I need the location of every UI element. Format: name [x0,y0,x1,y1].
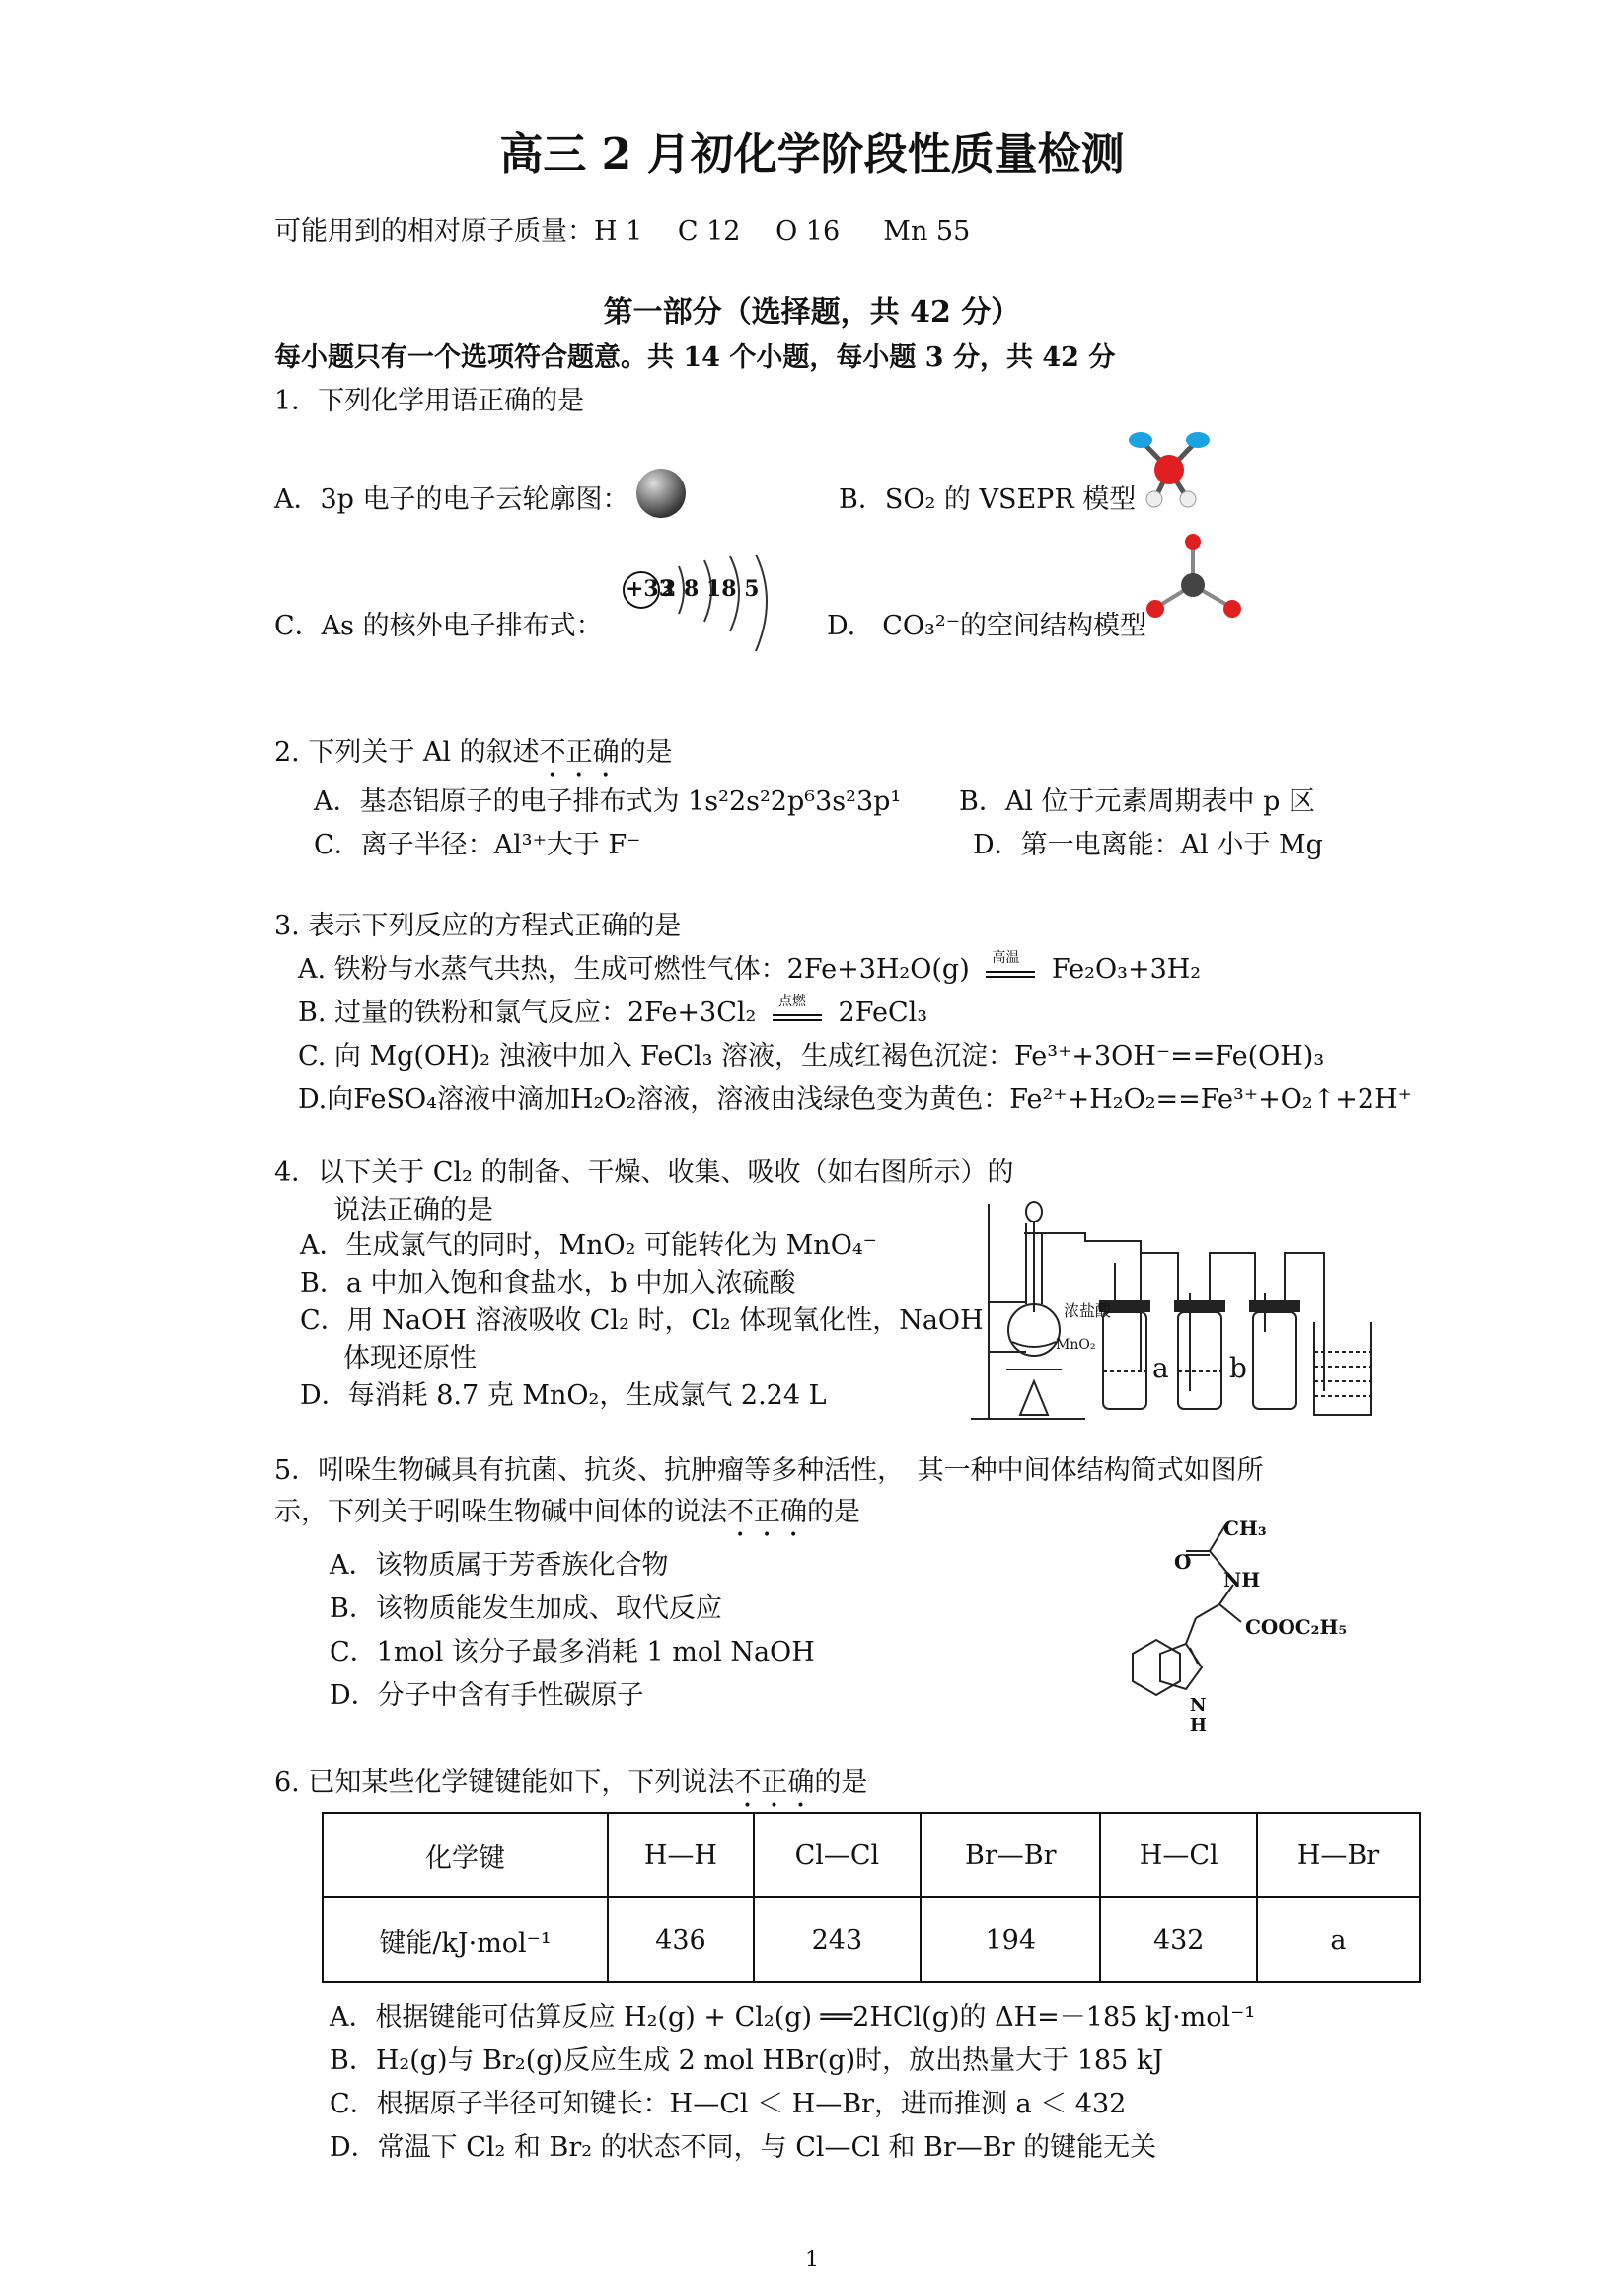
so2-vsepr-model-icon [1115,422,1223,521]
q6-option-b: B．H₂(g)与 Br₂(g)反应生成 2 mol HBr(g)时，放出热量大于 185 kJ [330,2045,1164,2076]
bottle-b-label: b [1229,1352,1247,1384]
q5-stem-2 [274,1496,860,1543]
q2-stem-pre: 2. 下列关于 Al 的叙述 [274,737,540,768]
q2-option-a: A．基态铝原子的电子排布式为 1s²2s²2p⁶3s²3p¹ [314,786,902,817]
conc-hcl-label: 浓盐酸 [1064,1301,1112,1320]
table-header-cell: 化学键 [323,1813,608,1897]
q5-stem-1: 5．吲哚生物碱具有抗菌、抗炎、抗肿瘤等多种活性， 其一种中间体结构简式如图所 [274,1455,1264,1486]
q4-option-d: D．每消耗 8.7 克 MnO₂，生成氯气 2.24 L [300,1380,827,1411]
table-header-cell: H—Br [1257,1813,1420,1897]
table-cell: 436 [608,1897,754,1982]
q2-stem-emph: 不正确 [539,737,620,768]
q3-stem: 3. 表示下列反应的方程式正确的是 [274,911,682,941]
q2-option-b: B．Al 位于元素周期表中 p 区 [959,786,1316,817]
q3-b-pre: B. 过量的铁粉和氯气反应：2Fe+3Cl₂ [298,998,757,1028]
part1-heading: 第一部分（选择题，共 42 分） [603,295,1021,330]
q5-option-c: C．1mol 该分子最多消耗 1 mol NaOH [330,1637,815,1667]
q3-option-b [298,994,928,1030]
bond-energy-table [322,1812,1421,1983]
as-nucleus-label: +33 [626,576,675,602]
indole-n-label: N [1190,1695,1207,1716]
q5-stem-2-emph: 不正确 [727,1497,807,1527]
q3-b-post: 2FeCl₃ [838,998,928,1028]
as-electron-shell-diagram [610,553,787,661]
q1-option-b: B．SO₂ 的 VSEPR 模型 [839,484,1137,515]
table-cell: 243 [754,1897,921,1982]
q4-option-c-1: C．用 NaOH 溶液吸收 Cl₂ 时，Cl₂ 体现氧化性，NaOH [300,1305,984,1336]
table-header-cell: Br—Br [921,1813,1100,1897]
q4-option-c-2: 体现还原性 [343,1343,477,1373]
indole-h-label: H [1190,1715,1208,1736]
chlorine-apparatus-diagram [967,1194,1401,1431]
p-orbital-sphere-icon [631,464,691,523]
table-cell: a [1257,1897,1420,1982]
table-header-cell: H—H [608,1813,754,1897]
q3-a-condition: 高温 [986,963,1035,978]
ch3-label: CH₃ [1223,1517,1267,1540]
q1-stem: 1．下列化学用语正确的是 [274,386,585,416]
q5-option-b: B．该物质能发生加成、取代反应 [330,1593,722,1624]
table-header-cell: Cl—Cl [754,1813,921,1897]
table-cell: 键能/kJ·mol⁻¹ [323,1897,608,1982]
q2-option-c: C．离子半径：Al³⁺大于 F⁻ [314,830,641,860]
q5-option-a: A．该物质属于芳香族化合物 [330,1550,669,1581]
q6-stem-emph: 不正确 [734,1767,815,1798]
q2-stem-post: 的是 [619,737,673,768]
q3-a-post: Fe₂O₃+3H₂ [1051,954,1202,985]
q5-stem-2-pre: 示，下列关于吲哚生物碱中间体的说法 [274,1497,727,1527]
q3-option-c: C. 向 Mg(OH)₂ 浊液中加入 FeCl₃ 溶液，生成红褐色沉淀：Fe³⁺+3OH⁻==Fe(OH)₃ [298,1041,1325,1072]
table-cell: 432 [1100,1897,1256,1982]
q1-option-c: C．As 的核外电子排布式： [274,611,603,641]
carbonyl-o-label: O [1174,1550,1192,1574]
table-header-cell: H—Cl [1100,1813,1256,1897]
q4-stem-2: 说法正确的是 [333,1195,493,1225]
q1-option-a: A．3p 电子的电子云轮廓图： [274,484,629,515]
ester-label: COOC₂H₅ [1245,1615,1348,1639]
q4-option-a: A．生成氯气的同时，MnO₂ 可能转化为 MnO₄⁻ [300,1230,877,1261]
q6-option-c: C．根据原子半径可知键长：H—Cl ＜ H—Br，进而推测 a ＜ 432 [330,2089,1127,2119]
bottle-a-label: a [1152,1352,1169,1384]
q5-option-d: D．分子中含有手性碳原子 [330,1680,644,1711]
atomic-mass-note: 可能用到的相对原子质量：H 1 C 12 O 16 Mn 55 [274,216,971,247]
page-number: 1 [805,2248,819,2272]
q6-stem-post: 的是 [814,1767,868,1798]
part1-instruction: 每小题只有一个选项符合题意。共 14 个小题，每小题 3 分，共 42 分 [274,342,1116,373]
q1-option-d: D. CO₃²⁻的空间结构模型 [827,611,1146,641]
page-title: 高三 2 月初化学阶段性质量检测 [499,129,1125,180]
co3-structure-model-icon [1140,528,1248,627]
q2-stem [274,736,673,783]
q3-option-d: D.向FeSO₄溶液中滴加H₂O₂溶液，溶液由浅绿色变为黄色：Fe²⁺+H₂O₂==Fe³⁺+O₂↑+2H⁺ [298,1084,1412,1115]
mno2-label: MnO₂ [1056,1337,1096,1353]
table-cell: 194 [921,1897,1100,1982]
q6-stem [274,1766,867,1814]
as-shells-label: 2 8 18 5 [661,576,760,602]
q6-option-d: D．常温下 Cl₂ 和 Br₂ 的状态不同，与 Cl—Cl 和 Br—Br 的键能无关 [330,2132,1157,2163]
nh-label: NH [1223,1568,1261,1592]
q5-stem-2-post: 的是 [807,1497,860,1527]
q6-option-a: A．根据键能可估算反应 H₂(g) + Cl₂(g) ══2HCl(g)的 ΔH=－185 kJ·mol⁻¹ [330,2002,1256,2033]
q3-a-pre: A. 铁粉与水蒸气共热，生成可燃性气体：2Fe+3H₂O(g) [298,954,970,985]
q3-option-a [298,950,1202,987]
table-header-row [323,1813,1420,1897]
q4-stem-1: 4．以下关于 Cl₂ 的制备、干燥、收集、吸收（如右图所示）的 [274,1157,1014,1188]
q3-b-condition: 点燃 [773,1006,822,1021]
table-row [323,1897,1420,1982]
q2-option-d: D．第一电离能：Al 小于 Mg [973,830,1323,860]
q6-stem-pre: 6. 已知某些化学键键能如下，下列说法 [274,1767,735,1798]
q4-option-b: B．a 中加入饱和食盐水，b 中加入浓硫酸 [300,1268,796,1298]
